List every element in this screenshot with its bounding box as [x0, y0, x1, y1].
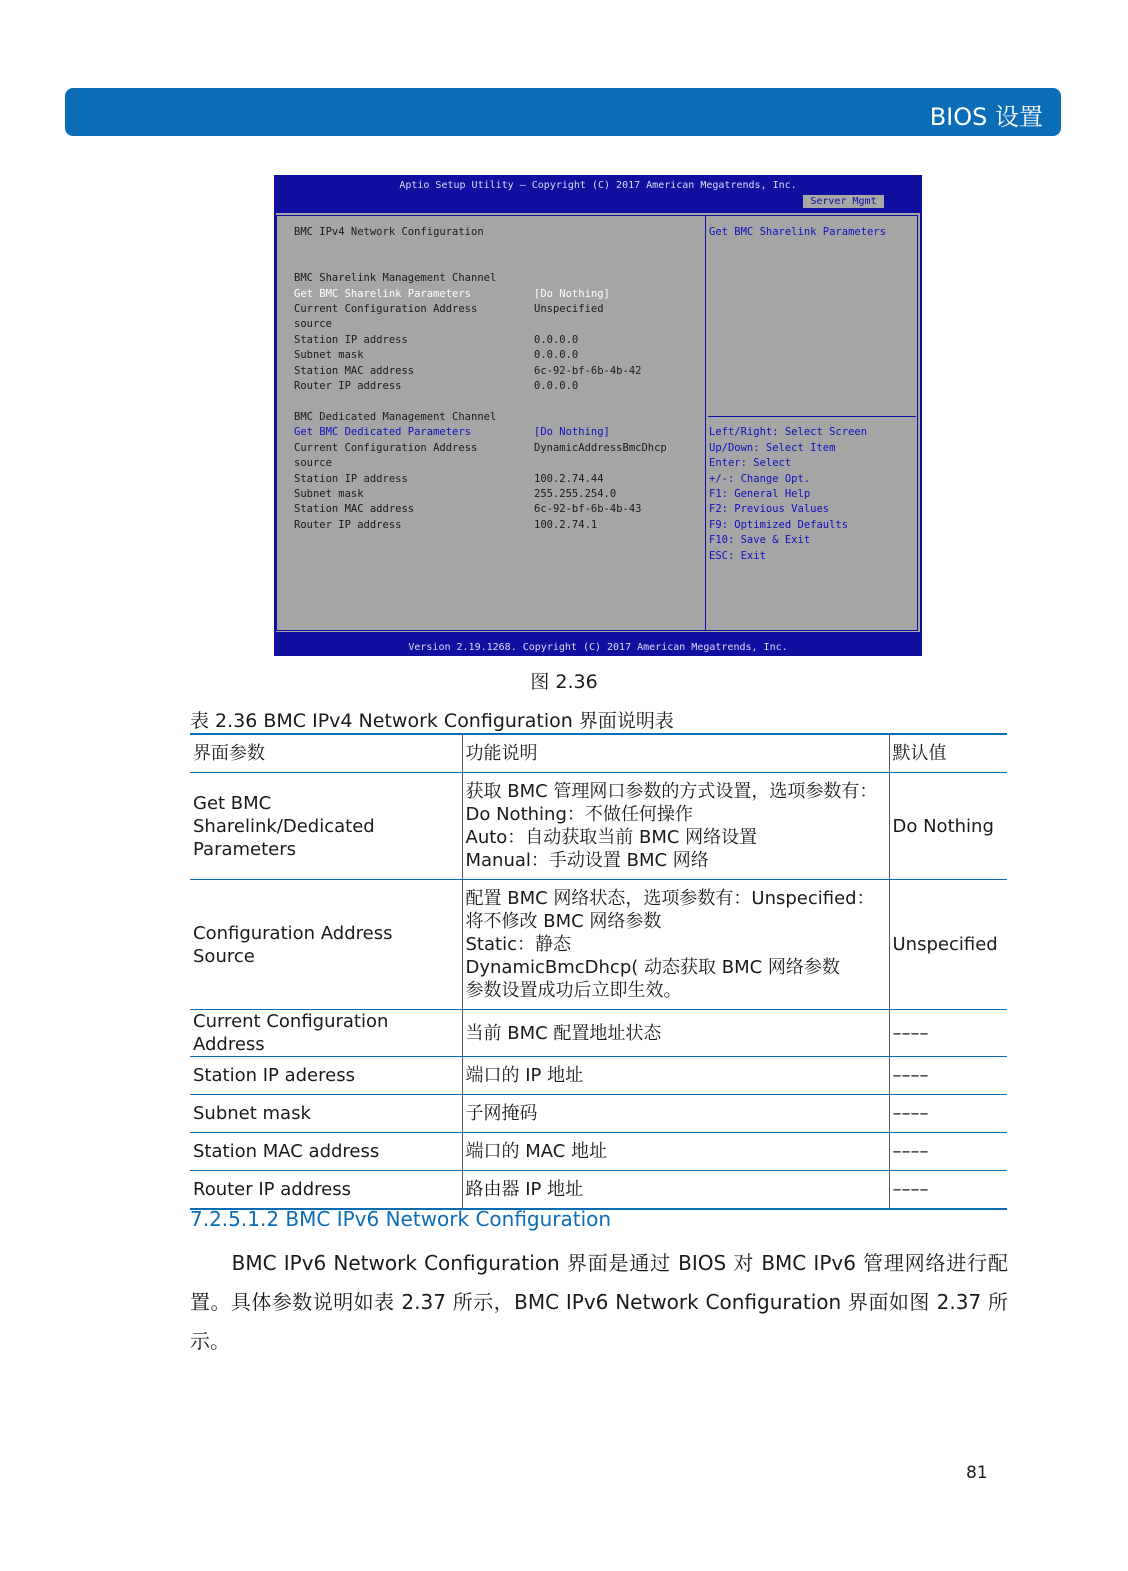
table-row: [190, 1057, 1007, 1095]
dedicated-config-address-label: Current Configuration Address: [294, 442, 478, 454]
dedicated-station-ip-label: Station IP address: [294, 473, 408, 485]
sharelink-subnet-label: Subnet mask: [294, 349, 364, 361]
desc-cell: 子网掩码: [462, 1095, 889, 1133]
default-cell: ––––: [889, 1057, 1007, 1095]
param-cell: [190, 773, 462, 880]
sharelink-station-ip-value: 0.0.0.0: [534, 334, 579, 346]
desc-line: Auto：自动获取当前 BMC 网络设置: [465, 827, 758, 848]
param-cell: Station IP aderess: [190, 1057, 462, 1095]
param-cell: Station MAC address: [190, 1133, 462, 1171]
get-dedicated-params-value[interactable]: [Do Nothing]: [534, 426, 610, 438]
bios-help-separator: [708, 416, 916, 417]
get-dedicated-params-label[interactable]: Get BMC Dedicated Parameters: [294, 426, 472, 438]
desc-cell: [462, 880, 889, 1010]
desc-line: 参数设置成功后立即生效。: [465, 980, 682, 1001]
default-cell: Unspecified: [889, 880, 1007, 1010]
help-key-optimized-defaults: F9: Optimized Defaults: [709, 519, 849, 531]
get-sharelink-params-label[interactable]: Get BMC Sharelink Parameters: [294, 288, 472, 300]
section-heading: 7.2.5.1.2 BMC IPv6 Network Configuration: [190, 1207, 612, 1231]
sharelink-router-label: Router IP address: [294, 380, 402, 392]
param-cell: Subnet mask: [190, 1095, 462, 1133]
desc-cell: [462, 773, 889, 880]
desc-line: Static：静态: [465, 934, 571, 955]
desc-line: Do Nothing：不做任何操作: [465, 804, 693, 825]
default-cell: ––––: [889, 1010, 1007, 1057]
dedicated-subnet-label: Subnet mask: [294, 488, 364, 500]
header-param: 界面参数: [190, 734, 462, 773]
default-cell: ––––: [889, 1133, 1007, 1171]
help-key-esc-exit: ESC: Exit: [709, 550, 766, 562]
page-number: 81: [966, 1463, 988, 1483]
desc-cell: 路由器 IP 地址: [462, 1171, 889, 1210]
dedicated-mac-label: Station MAC address: [294, 503, 415, 515]
help-key-general-help: F1: General Help: [709, 488, 811, 500]
dedicated-config-address-value: DynamicAddressBmcDhcp: [534, 442, 667, 454]
table-row: [190, 1133, 1007, 1171]
header-default: 默认值: [889, 734, 1007, 773]
desc-cell: 端口的 MAC 地址: [462, 1133, 889, 1171]
table-row: [190, 773, 1007, 880]
param-cell: [190, 880, 462, 1010]
desc-cell: 端口的 IP 地址: [462, 1057, 889, 1095]
bios-divider: [705, 215, 706, 631]
sharelink-config-address-label: Current Configuration Address: [294, 303, 478, 315]
param-line: Get BMC Sharelink/Dedicated: [193, 792, 375, 837]
sharelink-group-title: BMC Sharelink Management Channel: [294, 272, 497, 284]
chapter-header-bar: [65, 88, 1061, 136]
get-sharelink-params-value[interactable]: [Do Nothing]: [534, 288, 610, 300]
sharelink-config-source-label: source: [294, 318, 332, 330]
param-cell: Router IP address: [190, 1171, 462, 1210]
body-paragraph: BMC IPv6 Network Configuration 界面是通过 BIOS 对 BMC IPv6 管理网络进行配置。具体参数说明如表 2.37 所示，BMC IPv6 Network Configuration 界面如图 2.37 所示。: [190, 1251, 1008, 1353]
help-key-select-screen: Left/Right: Select Screen: [709, 426, 868, 438]
dedicated-mac-value: 6c-92-bf-6b-4b-43: [534, 503, 642, 515]
bios-footer: Version 2.19.1268. Copyright (C) 2017 American Megatrends, Inc.: [408, 642, 788, 653]
sharelink-station-ip-label: Station IP address: [294, 334, 408, 346]
desc-line: DynamicBmcDhcp( 动态获取 BMC 网络参数: [465, 957, 840, 978]
figure-caption: 图 2.36: [530, 671, 598, 693]
help-key-enter: Enter: Select: [709, 457, 792, 469]
default-cell: ––––: [889, 1095, 1007, 1133]
dedicated-subnet-value: 255.255.254.0: [534, 488, 617, 500]
dedicated-router-label: Router IP address: [294, 519, 402, 531]
help-key-select-item: Up/Down: Select Item: [709, 442, 836, 454]
dedicated-router-value: 100.2.74.1: [534, 519, 598, 531]
dedicated-config-source-label: source: [294, 457, 332, 469]
bios-title: Aptio Setup Utility – Copyright (C) 2017 American Megatrends, Inc.: [399, 180, 797, 191]
sharelink-mac-value: 6c-92-bf-6b-4b-42: [534, 365, 642, 377]
help-key-change-opt: +/-: Change Opt.: [709, 473, 811, 485]
table-row: [190, 1095, 1007, 1133]
tab-server-mgmt[interactable]: Server Mgmt: [803, 195, 884, 208]
desc-line: Manual：手动设置 BMC 网络: [465, 850, 709, 871]
help-key-save-exit: F10: Save & Exit: [709, 534, 811, 546]
bios-help-text: Get BMC Sharelink Parameters: [709, 226, 887, 238]
param-line: Configuration Address Source: [193, 922, 393, 967]
sharelink-subnet-value: 0.0.0.0: [534, 349, 579, 361]
bios-page-heading: BMC IPv4 Network Configuration: [294, 226, 484, 238]
desc-line: 获取 BMC 管理网口参数的方式设置，选项参数有：: [465, 781, 878, 802]
default-cell: ––––: [889, 1171, 1007, 1210]
table-row: [190, 880, 1007, 1010]
parameter-table: [190, 733, 1007, 1210]
desc-line: 将不修改 BMC 网络参数: [465, 911, 662, 932]
chapter-title: BIOS 设置: [929, 103, 1043, 131]
sharelink-router-value: 0.0.0.0: [534, 380, 579, 392]
desc-line: 配置 BMC 网络状态，选项参数有：Unspecified：: [465, 888, 875, 909]
table-row: [190, 1010, 1007, 1057]
table-header-row: [190, 734, 1007, 773]
header-desc: 功能说明: [462, 734, 889, 773]
default-cell: Do Nothing: [889, 773, 1007, 880]
table-row: [190, 1171, 1007, 1210]
table-caption: 表 2.36 BMC IPv4 Network Configuration 界面说明表: [190, 710, 674, 732]
sharelink-mac-label: Station MAC address: [294, 365, 415, 377]
param-line: Parameters: [193, 838, 297, 860]
dedicated-group-title: BMC Dedicated Management Channel: [294, 411, 497, 423]
help-key-previous-values: F2: Previous Values: [709, 503, 830, 515]
sharelink-config-address-value: Unspecified: [534, 303, 604, 315]
desc-cell: 当前 BMC 配置地址状态: [462, 1010, 889, 1057]
param-cell: Current Configuration Address: [190, 1010, 462, 1057]
dedicated-station-ip-value: 100.2.74.44: [534, 473, 604, 485]
